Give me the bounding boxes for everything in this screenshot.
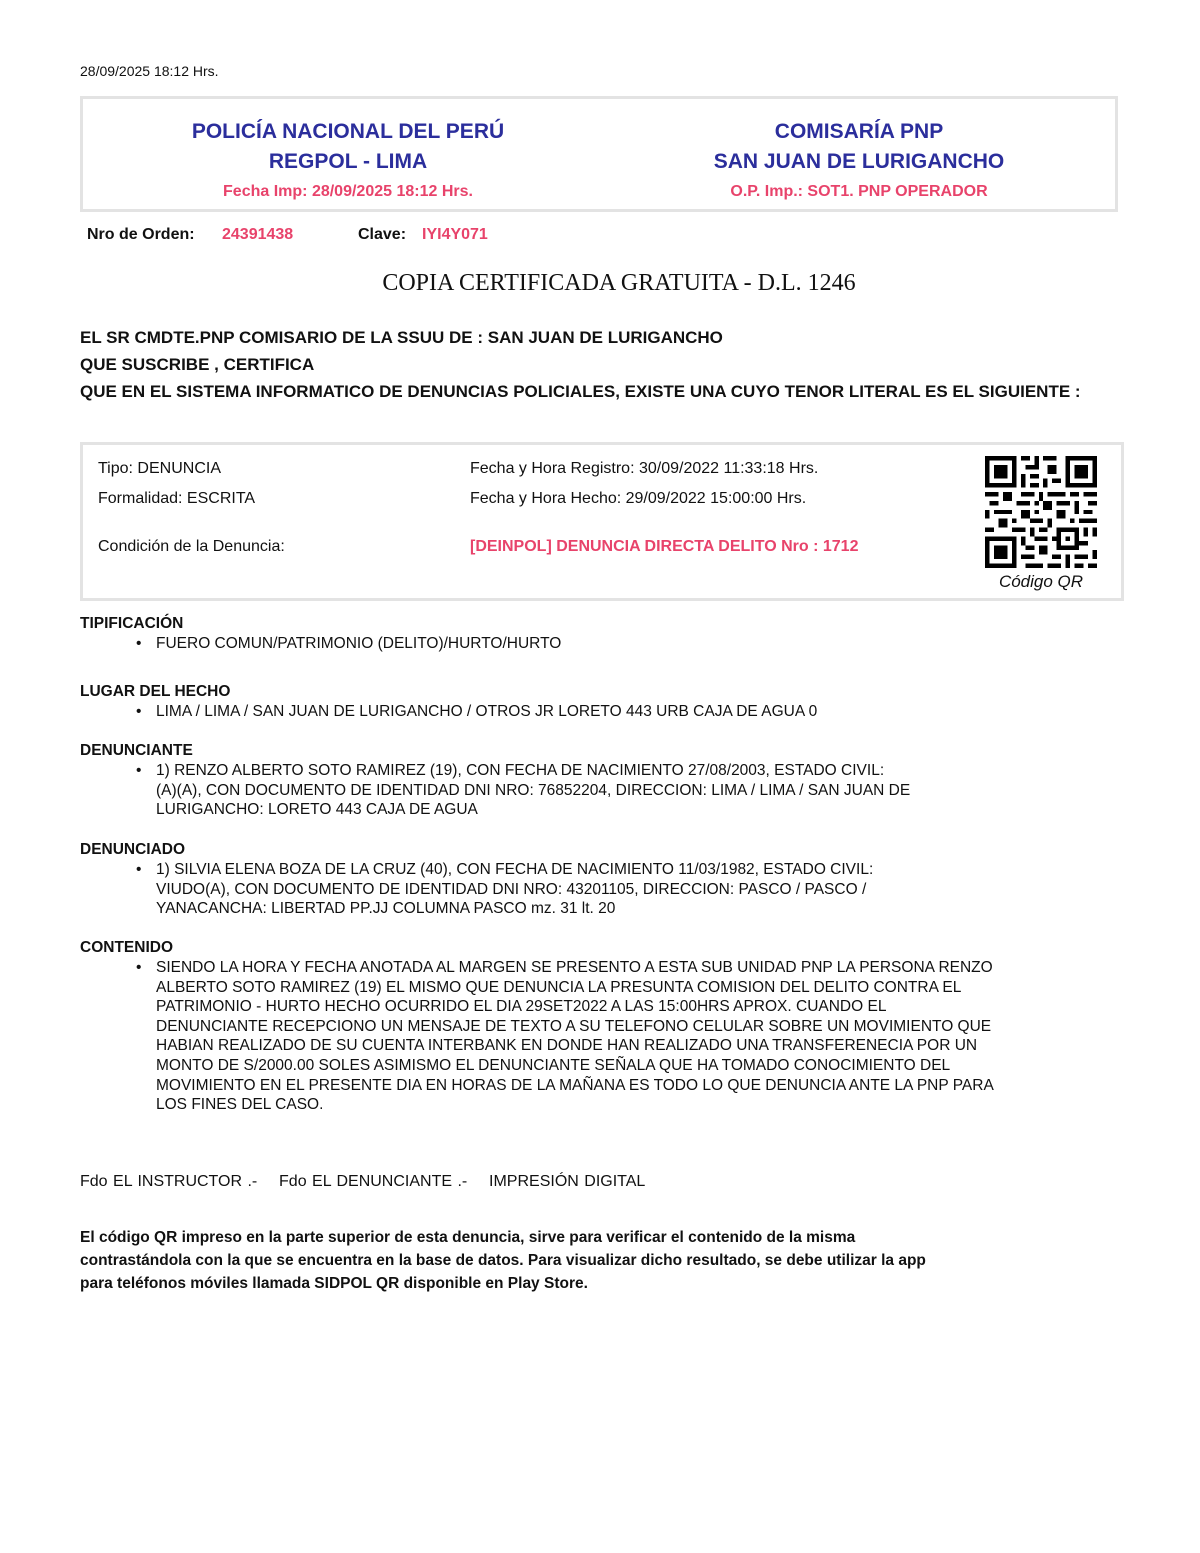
content-line: MONTO DE S/2000.00 SOLES ASIMISMO EL DENUNCIANTE SEÑALA QUE HA TOMADO CONOCIMIENTO DEL (156, 1056, 951, 1074)
qr-block (985, 456, 1097, 592)
section-denunciante (80, 741, 1130, 820)
certification-line-3: QUE EN EL SISTEMA INFORMATICO DE DENUNCIAS POLICIALES, EXISTE UNA CUYO TENOR LITERAL ES EL SIGUIENTE : (80, 382, 1081, 401)
section-tipificacion (80, 614, 1130, 654)
complaint-condition-value: [DEINPOL] DENUNCIA DIRECTA DELITO Nro : 1712 (470, 538, 859, 555)
accused-line-2: VIUDO(A), CON DOCUMENTO DE IDENTIDAD DNI NRO: 43201105, DIRECCION: PASCO / PASCO / (156, 880, 867, 898)
print-timestamp: 28/09/2025 18:12 Hrs. (80, 63, 219, 79)
content-line: SIENDO LA HORA Y FECHA ANOTADA AL MARGEN SE PRESENTO A ESTA SUB UNIDAD PNP LA PERSONA RENZO (156, 959, 993, 976)
station-name: COMISARÍA PNP (774, 120, 944, 143)
certification-text (80, 324, 1125, 405)
content-line: ALBERTO SOTO RAMIREZ (19) EL MISMO QUE DENUNCIA LA PRESUNTA COMISION DEL DELITO CONTRA EL (156, 978, 962, 996)
accused-line-3: YANACANCHA: LIBERTAD PP.JJ COLUMNA PASCO mz. 31 lt. 20 (156, 900, 616, 918)
section-lugar-del-hecho (80, 682, 1130, 722)
list-item (80, 634, 1130, 654)
section-title: DENUNCIADO (80, 841, 186, 858)
bullet-dot-icon: • (136, 635, 142, 652)
complainant-line-1: 1) RENZO ALBERTO SOTO RAMIREZ (19), CON FECHA DE NACIMIENTO 27/08/2003, ESTADO CIVIL: (156, 762, 885, 779)
header-box (80, 96, 1118, 212)
content-line: PATRIMONIO - HURTO HECHO OCURRIDO EL DIA 29SET2022 A LAS 15:00HRS APROX. CUANDO EL (156, 998, 887, 1016)
complainant-line-2: (A)(A), CON DOCUMENTO DE IDENTIDAD DNI NRO: 76852204, DIRECCION: LIMA / LIMA / SAN JUAN DE (156, 781, 911, 799)
clave-label: Clave: (358, 226, 407, 243)
station-district: SAN JUAN DE LURIGANCHO (713, 150, 1005, 173)
certification-line-1: EL SR CMDTE.PNP COMISARIO DE LA SSUU DE : SAN JUAN DE LURIGANCHO (80, 328, 723, 347)
bullet-dot-icon: • (136, 703, 142, 720)
police-name: POLICÍA NACIONAL DEL PERÚ (191, 120, 505, 143)
regpol-name: REGPOL - LIMA (268, 150, 428, 173)
accused-line-1: 1) SILVIA ELENA BOZA DE LA CRUZ (40), CON FECHA DE NACIMIENTO 11/03/1982, ESTADO CIVIL: (156, 861, 874, 878)
bullet-dot-icon: • (136, 959, 142, 976)
order-number-value: 24391438 (222, 226, 294, 243)
section-denunciado (80, 840, 1130, 919)
footer-line-3: para teléfonos móviles llamada SIDPOL QR disponible en Play Store. (80, 1275, 588, 1292)
print-operator: O.P. Imp.: SOT1. PNP OPERADOR (730, 183, 988, 200)
header-left (98, 117, 598, 201)
content-line: DENUNCIANTE RECEPCIONO UN MENSAJE DE TEXTO A SU TELEFONO CELULAR SOBRE UN MOVIMIENTO QUE (156, 1017, 992, 1035)
complainant-line-3: LURIGANCHO: LORETO 443 CAJA DE AGUA (156, 801, 478, 819)
document-title: COPIA CERTIFICADA GRATUITA - D.L. 1246 (382, 270, 856, 296)
bullet-dot-icon: • (136, 861, 142, 878)
complaint-type: Tipo: DENUNCIA (98, 460, 221, 477)
list-item (80, 761, 1130, 820)
order-number-label: Nro de Orden: (87, 226, 195, 243)
print-date: Fecha Imp: 28/09/2025 18:12 Hrs. (223, 183, 473, 200)
clave-value: IYI4Y071 (422, 226, 488, 243)
footer-line-2: contrastándola con la que se encuentra en la base de datos. Para visualizar dicho resultado, se debe utilizar la app (80, 1252, 926, 1269)
section-contenido (80, 938, 1130, 1115)
list-item (80, 702, 1130, 722)
signature-line: Fdo EL INSTRUCTOR .- Fdo EL DENUNCIANTE .- IMPRESIÓN DIGITAL (80, 1173, 646, 1190)
list-item-text: FUERO COMUN/PATRIMONIO (DELITO)/HURTO/HURTO (156, 635, 562, 652)
section-title: DENUNCIANTE (80, 742, 193, 759)
qr-caption: Código QR (998, 572, 1084, 591)
complaint-condition-label: Condición de la Denuncia: (98, 538, 285, 555)
registration-datetime: Fecha y Hora Registro: 30/09/2022 11:33:18 Hrs. (470, 460, 819, 477)
list-item (80, 958, 1130, 1115)
section-title: LUGAR DEL HECHO (80, 683, 231, 700)
content-line: LOS FINES DEL CASO. (156, 1096, 324, 1114)
content-line: HABIAN REALIZADO DE SU CUENTA INTERBANK EN DONDE HAN REALIZADO UNA TRANSFERENECIA POR UN (156, 1037, 978, 1055)
bullet-dot-icon: • (136, 762, 142, 779)
header-right (609, 117, 1109, 201)
incident-datetime: Fecha y Hora Hecho: 29/09/2022 15:00:00 Hrs. (470, 490, 807, 507)
section-title: TIPIFICACIÓN (80, 615, 184, 632)
section-title: CONTENIDO (80, 939, 173, 956)
certification-line-2: QUE SUSCRIBE , CERTIFICA (80, 355, 315, 374)
content-line: MOVIMIENTO EN EL PRESENTE DIA EN HORAS DE LA MAÑANA ES TODO LO QUE DENUNCIA ANTE LA PNP PARA (156, 1076, 994, 1094)
qr-footer-note (80, 1226, 1080, 1295)
qr-code-icon (985, 456, 1097, 568)
complaint-info-box (80, 442, 1124, 601)
complaint-formality: Formalidad: ESCRITA (98, 490, 256, 507)
footer-line-1: El código QR impreso en la parte superior de esta denuncia, sirve para verificar el contenido de la misma (80, 1229, 856, 1246)
list-item (80, 860, 1130, 919)
list-item-text: LIMA / LIMA / SAN JUAN DE LURIGANCHO / OTROS JR LORETO 443 URB CAJA DE AGUA 0 (156, 703, 818, 720)
